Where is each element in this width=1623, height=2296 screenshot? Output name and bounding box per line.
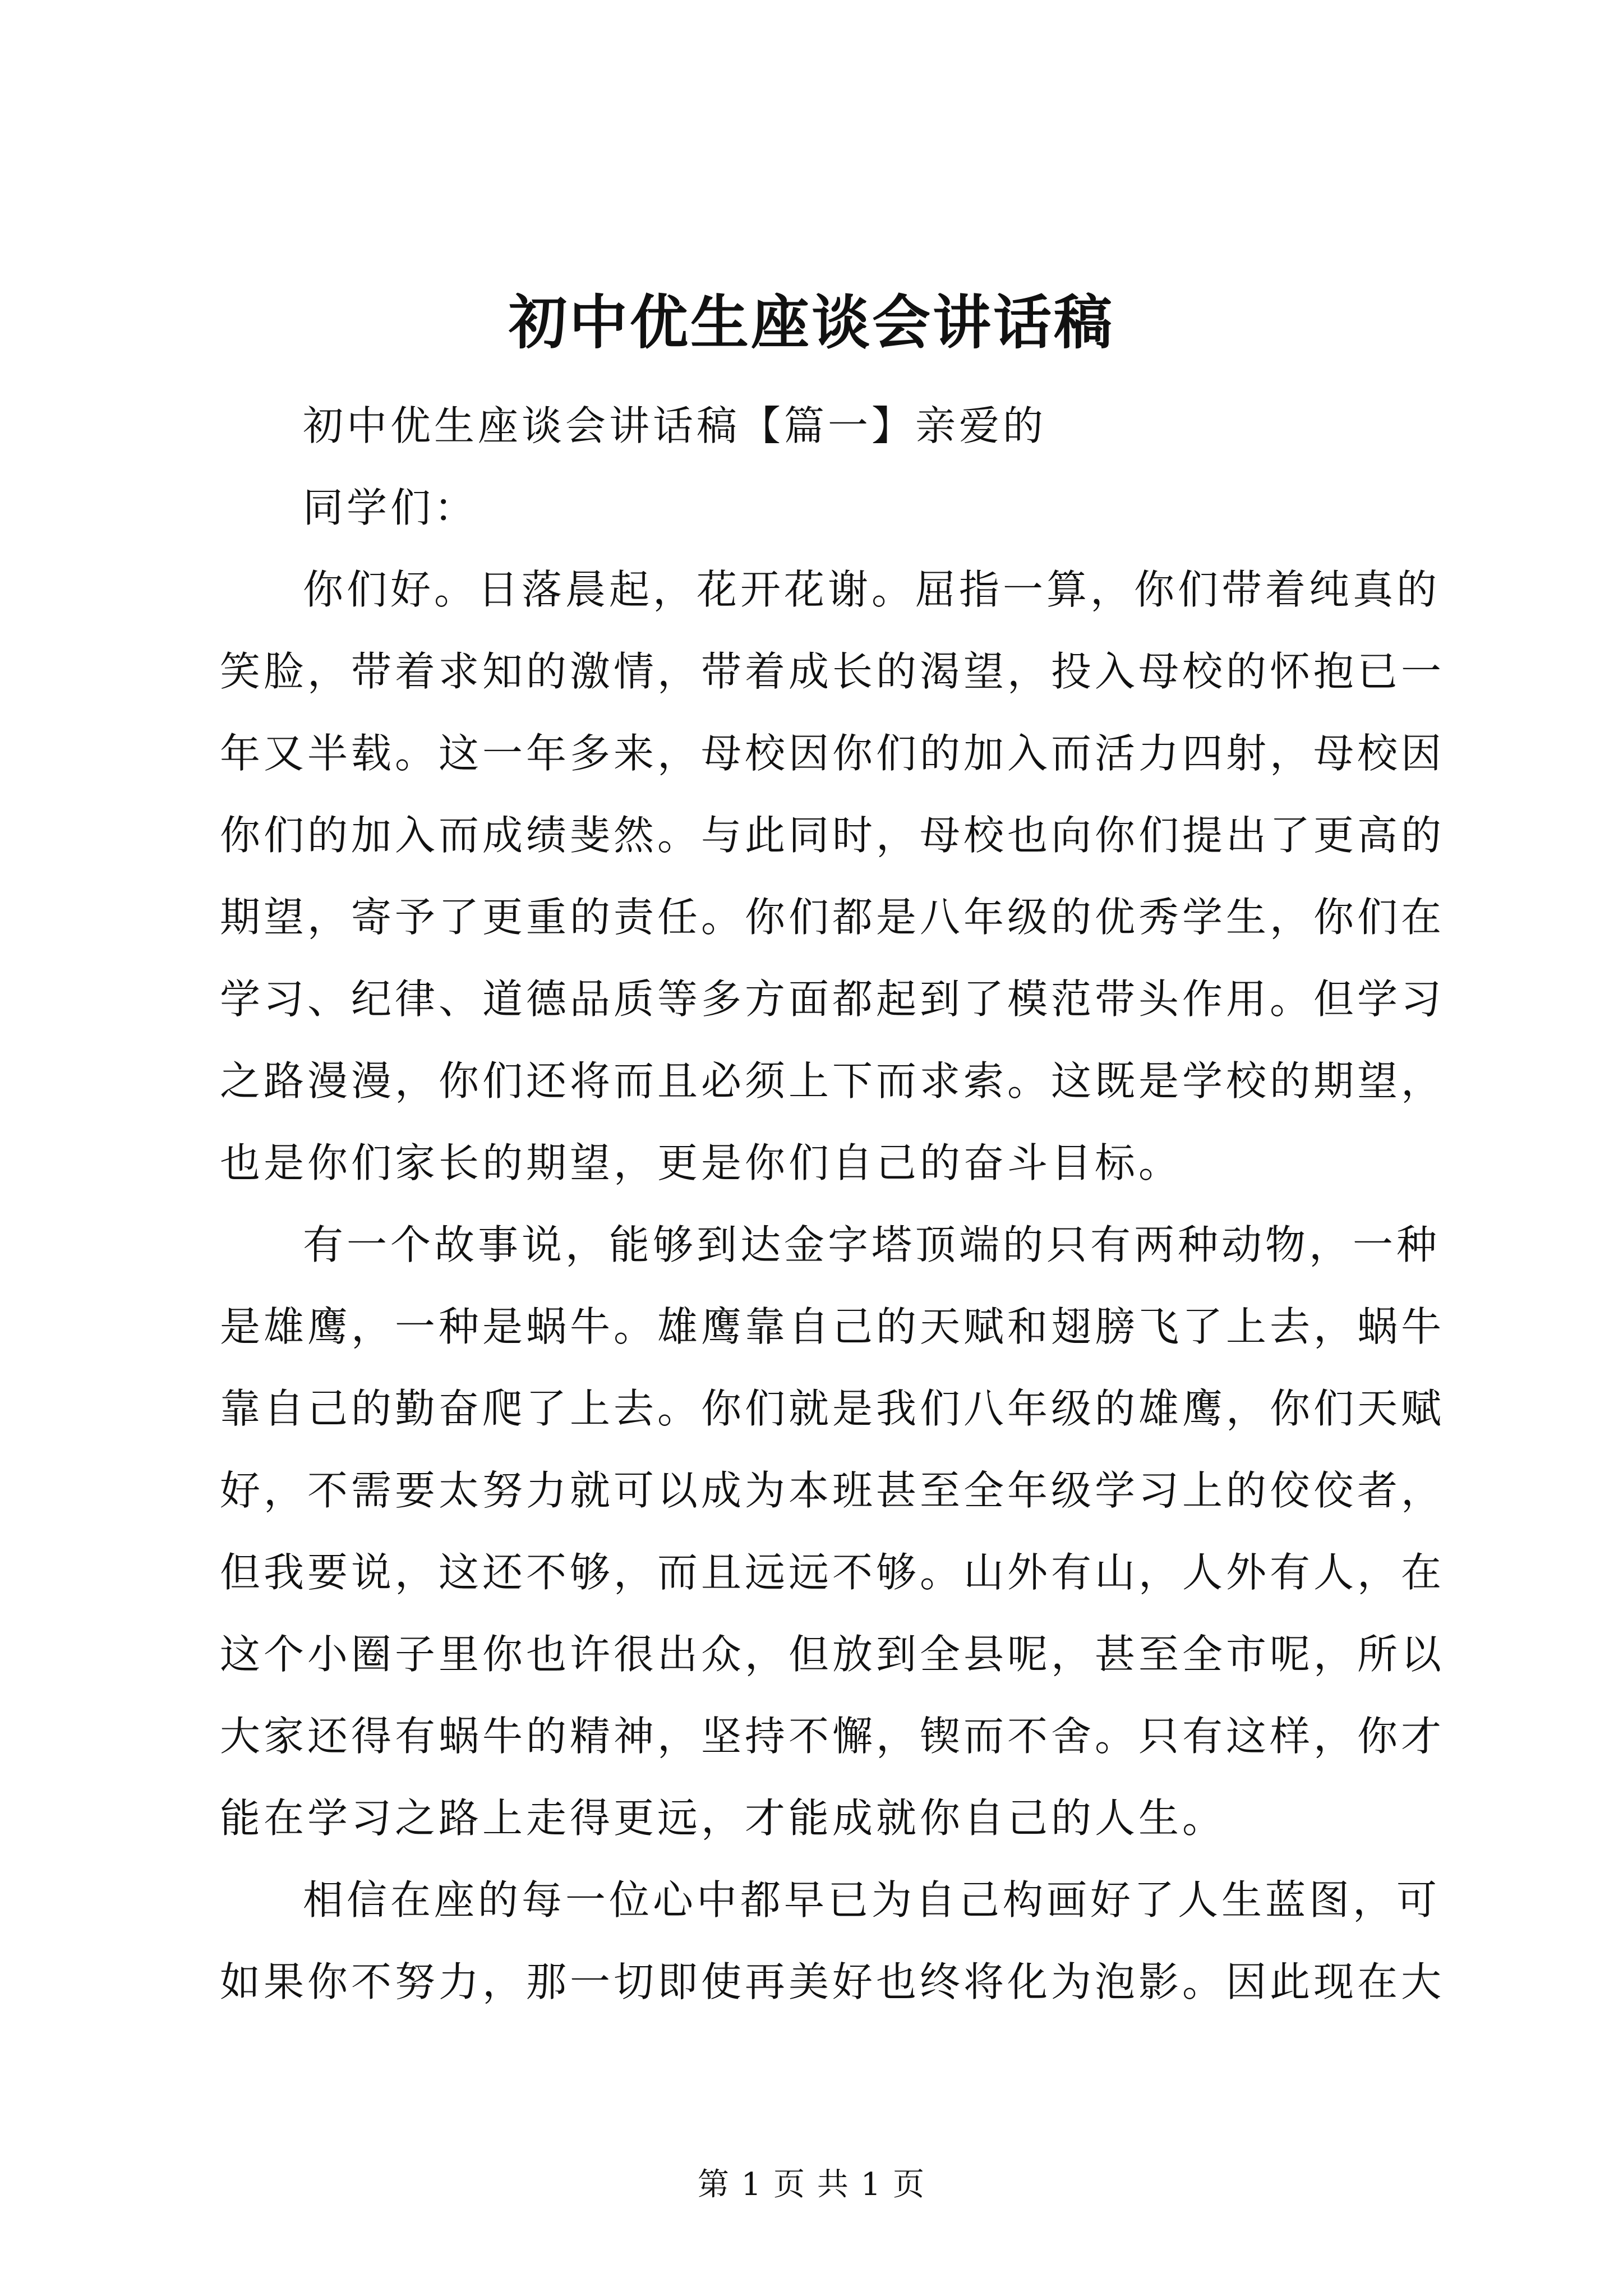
document-body — [220, 385, 1445, 2023]
body-line: 是雄鹰，一种是蜗牛。雄鹰靠自己的天赋和翅膀飞了上去，蜗牛 — [220, 1303, 1445, 1350]
body-line: 也是你们家长的期望，更是你们自己的奋斗目标。 — [220, 1139, 1183, 1186]
body-line: 大家还得有蜗牛的精神，坚持不懈，锲而不舍。只有这样，你才 — [220, 1713, 1445, 1760]
body-line: 初中优生座谈会讲话稿【篇一】亲爱的 — [303, 402, 1047, 449]
body-line: 笑脸，带着求知的激情，带着成长的渴望，投入母校的怀抱已一 — [220, 648, 1445, 695]
body-line: 如果你不努力，那一切即使再美好也终将化为泡影。因此现在大 — [220, 1958, 1445, 2005]
body-line: 之路漫漫，你们还将而且必须上下而求索。这既是学校的期望， — [220, 1057, 1445, 1105]
page-footer: 第 1 页 共 1 页 — [697, 2166, 926, 2203]
body-line: 年又半载。这一年多来，母校因你们的加入而活力四射，母校因 — [220, 730, 1445, 777]
body-line: 相信在座的每一位心中都早已为自己构画好了人生蓝图，可 — [303, 1876, 1441, 1924]
body-line: 靠自己的勤奋爬了上去。你们就是我们八年级的雄鹰，你们天赋 — [220, 1385, 1445, 1432]
body-line: 你们的加入而成绩斐然。与此同时，母校也向你们提出了更高的 — [220, 812, 1445, 859]
body-line: 能在学习之路上走得更远，才能成就你自己的人生。 — [220, 1795, 1227, 1842]
body-line: 这个小圈子里你也许很出众，但放到全县呢，甚至全市呢，所以 — [220, 1631, 1445, 1678]
body-line: 但我要说，这还不够，而且远远不够。山外有山，人外有人，在 — [220, 1549, 1445, 1596]
document-title: 初中优生座谈会讲话稿 — [508, 288, 1114, 357]
body-line: 学习、纪律、道德品质等多方面都起到了模范带头作用。但学习 — [220, 976, 1445, 1023]
body-line: 期望，寄予了更重的责任。你们都是八年级的优秀学生，你们在 — [220, 894, 1445, 941]
body-line: 同学们： — [303, 484, 478, 531]
body-line: 有一个故事说，能够到达金字塔顶端的只有两种动物，一种 — [303, 1221, 1441, 1268]
body-line: 你们好。日落晨起，花开花谢。屈指一算，你们带着纯真的 — [303, 566, 1441, 613]
body-line: 好，不需要太努力就可以成为本班甚至全年级学习上的佼佼者， — [220, 1467, 1445, 1514]
